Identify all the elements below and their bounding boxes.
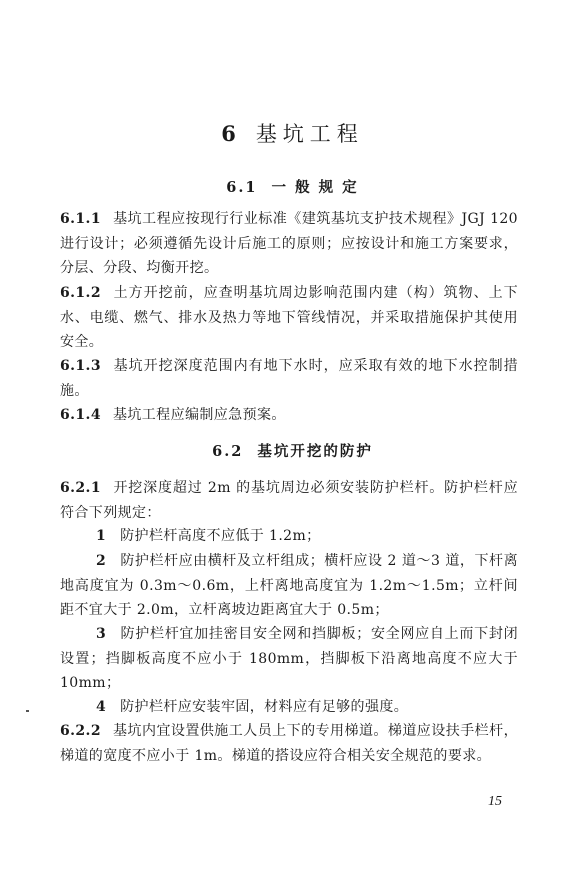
clause-text: 土方开挖前，应查明基坑周边影响范围内建（构）筑物、上下水、电缆、燃气、排水及热力等地下管线情况，并采取措施保护其使用安全。 <box>60 285 518 350</box>
section-title-6-2 <box>0 440 585 461</box>
chapter-number: 6 <box>221 121 242 146</box>
clause-text: 基坑工程应按现行行业标准《建筑基坑支护技术规程》JGJ 120 进行设计；必须遵循先设计后施工的原则；应按设计和施工方案要求，分层、分段、均衡开挖。 <box>60 211 518 276</box>
item-number: 2 <box>96 553 107 569</box>
clause-text: 基坑开挖深度范围内有地下水时，应采取有效的地下水控制措施。 <box>60 358 518 399</box>
clause-6-1-2 <box>60 281 518 355</box>
item-text: 防护栏杆宜加挂密目安全网和挡脚板；安全网应自上而下封闭设置；挡脚板高度不应小于 180mm，挡脚板下沿离地高度不应大于 10mm； <box>60 626 518 691</box>
clause-number: 6.1.1 <box>60 211 101 227</box>
clause-text: 基坑内宜设置供施工人员上下的专用梯道。梯道应设扶手栏杆，梯道的宽度不应小于 1m。梯道的搭设应符合相关安全规范的要求。 <box>60 723 518 764</box>
clause-text: 开挖深度超过 2m 的基坑周边必须安装防护栏杆。防护栏杆应符合下列规定： <box>60 480 518 521</box>
clause-number: 6.1.4 <box>60 407 101 423</box>
list-item <box>60 622 518 696</box>
clause-number: 6.1.2 <box>60 285 101 301</box>
item-text: 防护栏杆高度不应低于 1.2m； <box>120 528 321 544</box>
clause-number: 6.1.3 <box>60 358 101 374</box>
section-number: 6.1 <box>226 179 258 196</box>
clause-6-2-1 <box>60 476 518 525</box>
item-text: 防护栏杆应安装牢固，材料应有足够的强度。 <box>120 699 409 715</box>
clause-number: 6.2.2 <box>60 723 101 739</box>
clause-6-1-3 <box>60 354 518 403</box>
clause-6-1-1 <box>60 207 518 281</box>
list-item <box>60 695 518 720</box>
scan-speck <box>26 710 29 712</box>
section-title-text: 基坑开挖的防护 <box>257 443 373 460</box>
list-item <box>60 524 518 549</box>
list-item <box>60 549 518 623</box>
clause-6-1-4 <box>60 403 518 428</box>
section-title-6-1 <box>0 176 585 197</box>
section-title-text: 一 般 规 定 <box>271 179 359 196</box>
page-number: 15 <box>488 794 502 809</box>
clause-number: 6.2.1 <box>60 480 101 496</box>
item-number: 4 <box>96 699 107 715</box>
clause-text: 基坑工程应编制应急预案。 <box>112 407 286 423</box>
section-number: 6.2 <box>212 443 244 460</box>
chapter-title <box>0 118 585 148</box>
item-number: 3 <box>96 626 107 642</box>
clause-6-2-2 <box>60 719 518 768</box>
chapter-title-text: 基坑工程 <box>255 122 364 146</box>
item-text: 防护栏杆应由横杆及立杆组成；横杆应设 2 道～3 道，下杆离地高度宜为 0.3m～0.6m，上杆离地高度宜为 1.2m～1.5m；立杆间距不宜大于 2.0m，立杆离坡边距离宜大于 0.5m； <box>60 553 518 618</box>
item-number: 1 <box>96 528 107 544</box>
